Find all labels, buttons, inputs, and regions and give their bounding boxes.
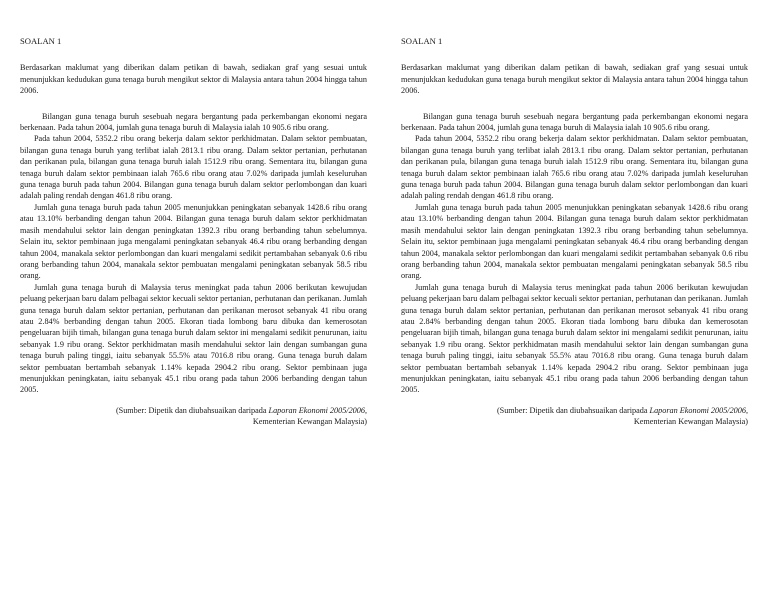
question-instruction: Berdasarkan maklumat yang diberikan dalam petikan di bawah, sediakan graf yang sesuai untuk menunjukkan kedudukan guna tenaga buruh mengikut sektor di Malaysia antara tahun 2004 hingga tahun 2006. xyxy=(401,63,748,96)
document-column-right xyxy=(401,36,748,428)
passage-paragraph: Pada tahun 2004, 5352.2 ribu orang bekerja dalam sektor perkhidmatan. Dalam sektor pembuatan, bilangan guna tenaga buruh yang terlibat ialah 2813.1 ribu orang. Dalam sektor pertanian, perhutanan dan perikanan pula, bilangan guna tenaga buruh ialah 1512.9 ribu orang. Sementara itu, bilangan guna tenaga buruh dalam sektor pembinaan ialah 765.6 ribu orang atau 7.02% daripada jumlah keseluruhan guna tenaga buruh pada tahun 2004. Bilangan guna tenaga buruh dalam sektor perlombongan dan kuari adalah paling rendah dengan 461.8 ribu orang. xyxy=(20,134,367,201)
question-heading: SOALAN 1 xyxy=(20,36,62,46)
source-prefix: (Sumber: Dipetik dan diubahsuaikan daripada xyxy=(496,405,650,415)
source-citation xyxy=(20,405,367,428)
source-line-1 xyxy=(20,405,367,417)
source-title: Laporan Ekonomi 2005/2006 xyxy=(268,405,365,415)
source-publisher: Kementerian Kewangan Malaysia) xyxy=(633,417,748,427)
source-suffix: , xyxy=(364,405,367,415)
source-citation xyxy=(401,405,748,428)
document-column-left xyxy=(20,36,367,428)
passage-paragraph: Bilangan guna tenaga buruh sesebuah negara bergantung pada perkembangan ekonomi negara berkenaan. Pada tahun 2004, jumlah guna tenaga buruh di Malaysia ialah 10 905.6 ribu orang. xyxy=(401,111,748,133)
passage-paragraph: Jumlah guna tenaga buruh pada tahun 2005 menunjukkan peningkatan sebanyak 1428.6 ribu orang atau 13.10% berbanding dengan tahun 2004. Bilangan guna tenaga buruh dalam sektor perkhidmatan masih mendahului sektor lain dengan peningkatan 1392.3 ribu orang berbanding tahun sebelumnya. Selain itu, sektor pembinaan juga mengalami peningkatan sebanyak 46.4 ribu orang berbanding dengan tahun 2004, manakala sektor perlombongan dan kuari mengalami sedikit pertambahan sebanyak 0.6 ribu orang berbanding tahun 2004, manakala sektor pembuatan mengalami peningkatan sebanyak 58.5 ribu orang. xyxy=(20,202,367,281)
question-heading: SOALAN 1 xyxy=(401,36,443,46)
question-instruction: Berdasarkan maklumat yang diberikan dalam petikan di bawah, sediakan graf yang sesuai untuk menunjukkan kedudukan guna tenaga buruh mengikut sektor di Malaysia antara tahun 2004 hingga tahun 2006. xyxy=(20,63,367,96)
passage-paragraph: Jumlah guna tenaga buruh pada tahun 2005 menunjukkan peningkatan sebanyak 1428.6 ribu orang atau 13.10% berbanding dengan tahun 2004. Bilangan guna tenaga buruh dalam sektor perkhidmatan masih mendahului sektor lain dengan peningkatan 1392.3 ribu orang berbanding tahun sebelumnya. Selain itu, sektor pembinaan juga mengalami peningkatan sebanyak 46.4 ribu orang berbanding dengan tahun 2004, manakala sektor perlombongan dan kuari mengalami sedikit pertambahan sebanyak 0.6 ribu orang berbanding tahun 2004, manakala sektor pembuatan mengalami peningkatan sebanyak 58.5 ribu orang. xyxy=(401,202,748,281)
source-title: Laporan Ekonomi 2005/2006 xyxy=(649,405,746,415)
source-publisher: Kementerian Kewangan Malaysia) xyxy=(252,417,367,427)
passage-paragraph: Jumlah guna tenaga buruh di Malaysia terus meningkat pada tahun 2006 berikutan kewujudan peluang pekerjaan baru dalam pelbagai sektor kecuali sektor pertanian, perhutanan dan perikanan. Jumlah guna tenaga buruh dalam sektor pertanian, perhutanan dan perikanan merosot sebanyak 41 ribu orang atau 2.84% berbanding dengan tahun 2005. Ekoran tiada lombong baru dibuka dan kemerosotan pengeluaran bijih timah, bilangan guna tenaga buruh dalam sektor ini mengalami sedikit penurunan, iaitu sebanyak 1.9 ribu orang. Sektor perkhidmatan masih mendahului sektor lain dengan sumbangan guna tenaga buruh paling tinggi, iaitu sebanyak 55.5% atau 7016.8 ribu orang. Guna tenaga buruh dalam sektor pembuatan bertambah sebanyak 1.14% kepada 2904.2 ribu orang. Sektor pembinaan juga menunjukkan peningkatan, iaitu sebanyak 45.1 ribu orang pada tahun 2006 berbanding dengan tahun 2005. xyxy=(401,282,748,395)
passage-paragraph: Jumlah guna tenaga buruh di Malaysia terus meningkat pada tahun 2006 berikutan kewujudan peluang pekerjaan baru dalam pelbagai sektor kecuali sektor pertanian, perhutanan dan perikanan. Jumlah guna tenaga buruh dalam sektor pertanian, perhutanan dan perikanan merosot sebanyak 41 ribu orang atau 2.84% berbanding dengan tahun 2005. Ekoran tiada lombong baru dibuka dan kemerosotan pengeluaran bijih timah, bilangan guna tenaga buruh dalam sektor ini mengalami sedikit penurunan, iaitu sebanyak 1.9 ribu orang. Sektor perkhidmatan masih mendahului sektor lain dengan sumbangan guna tenaga buruh paling tinggi, iaitu sebanyak 55.5% atau 7016.8 ribu orang. Guna tenaga buruh dalam sektor pembuatan bertambah sebanyak 1.14% kepada 2904.2 ribu orang. Sektor pembinaan juga menunjukkan peningkatan, iaitu sebanyak 45.1 ribu orang pada tahun 2006 berbanding dengan tahun 2005. xyxy=(20,282,367,395)
source-suffix: , xyxy=(745,405,748,415)
passage-paragraph: Bilangan guna tenaga buruh sesebuah negara bergantung pada perkembangan ekonomi negara berkenaan. Pada tahun 2004, jumlah guna tenaga buruh di Malaysia ialah 10 905.6 ribu orang. xyxy=(20,111,367,133)
source-line-1 xyxy=(401,405,748,417)
passage-paragraph: Pada tahun 2004, 5352.2 ribu orang bekerja dalam sektor perkhidmatan. Dalam sektor pembuatan, bilangan guna tenaga buruh yang terlibat ialah 2813.1 ribu orang. Dalam sektor pertanian, perhutanan dan perikanan pula, bilangan guna tenaga buruh ialah 1512.9 ribu orang. Sementara itu, bilangan guna tenaga buruh dalam sektor pembinaan ialah 765.6 ribu orang atau 7.02% daripada jumlah keseluruhan guna tenaga buruh pada tahun 2004. Bilangan guna tenaga buruh dalam sektor perlombongan dan kuari adalah paling rendah dengan 461.8 ribu orang. xyxy=(401,134,748,201)
source-prefix: (Sumber: Dipetik dan diubahsuaikan daripada xyxy=(115,405,269,415)
